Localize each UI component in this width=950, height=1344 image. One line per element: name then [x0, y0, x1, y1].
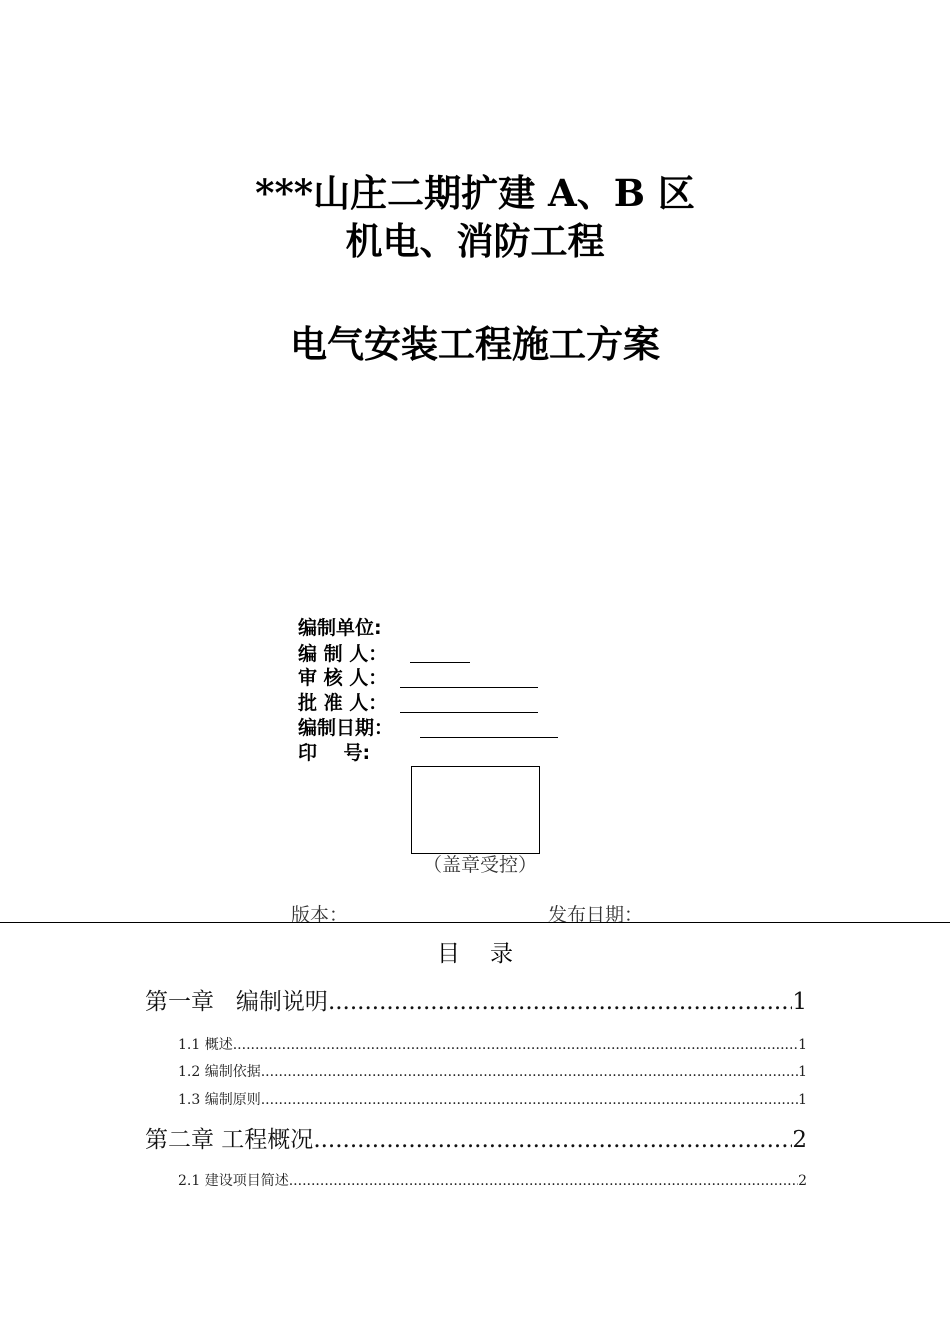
toc-entry-page: 1: [798, 1037, 807, 1053]
toc-leader: [289, 1172, 798, 1190]
toc-leader: [261, 1063, 798, 1081]
version-label: 版本：: [291, 904, 349, 926]
document-title-line-1: ***山庄二期扩建 A、B 区: [255, 171, 695, 215]
toc-leader: [313, 1126, 792, 1154]
print-number-label: 印 号:: [298, 742, 371, 764]
toc-entry-label: 1.2 编制依据: [178, 1064, 261, 1080]
toc-entry-label: 1.1 概述: [178, 1037, 233, 1053]
toc-entry[interactable]: [145, 988, 807, 1016]
toc-entry-label: 2.1 建设项目简述: [178, 1173, 289, 1189]
toc-entry-label: 第一章 编制说明: [145, 989, 328, 1015]
page-divider: [0, 922, 950, 923]
toc-entry[interactable]: [178, 1172, 807, 1190]
toc-entry-label: 第二章 工程概况: [145, 1127, 314, 1153]
toc-title: 目录: [437, 941, 543, 967]
toc-entry-page: 1: [798, 1092, 807, 1108]
document-title-line-3: 电气安装工程施工方案: [290, 322, 660, 366]
author-underline: [410, 662, 470, 663]
toc-entry-label: 1.3 编制原则: [178, 1092, 261, 1108]
stamp-box: [411, 766, 540, 854]
release-date-label: 发布日期：: [548, 904, 644, 926]
toc-entry-page: 2: [792, 1127, 807, 1153]
toc-entry-page: 2: [798, 1173, 807, 1189]
toc-leader: [233, 1036, 798, 1054]
approver-label: 批 准 人：: [298, 692, 388, 714]
stamp-caption: （盖章受控）: [422, 854, 537, 876]
toc-entry[interactable]: [178, 1063, 807, 1081]
compile-date-underline: [420, 737, 558, 738]
author-label: 编 制 人：: [298, 643, 388, 665]
toc-entry[interactable]: [145, 1126, 807, 1154]
toc-entry-page: 1: [798, 1064, 807, 1080]
compiling-unit-label: 编制单位:: [298, 617, 382, 639]
toc-entry[interactable]: [178, 1091, 807, 1109]
toc-entry[interactable]: [178, 1036, 807, 1054]
reviewer-label: 审 核 人：: [298, 667, 388, 689]
compile-date-label: 编制日期：: [298, 717, 394, 739]
document-title-line-2: 机电、消防工程: [345, 219, 605, 263]
toc-leader: [328, 988, 792, 1016]
reviewer-underline: [400, 687, 538, 688]
toc-entry-page: 1: [792, 989, 807, 1015]
toc-leader: [261, 1091, 798, 1109]
approver-underline: [400, 712, 538, 713]
